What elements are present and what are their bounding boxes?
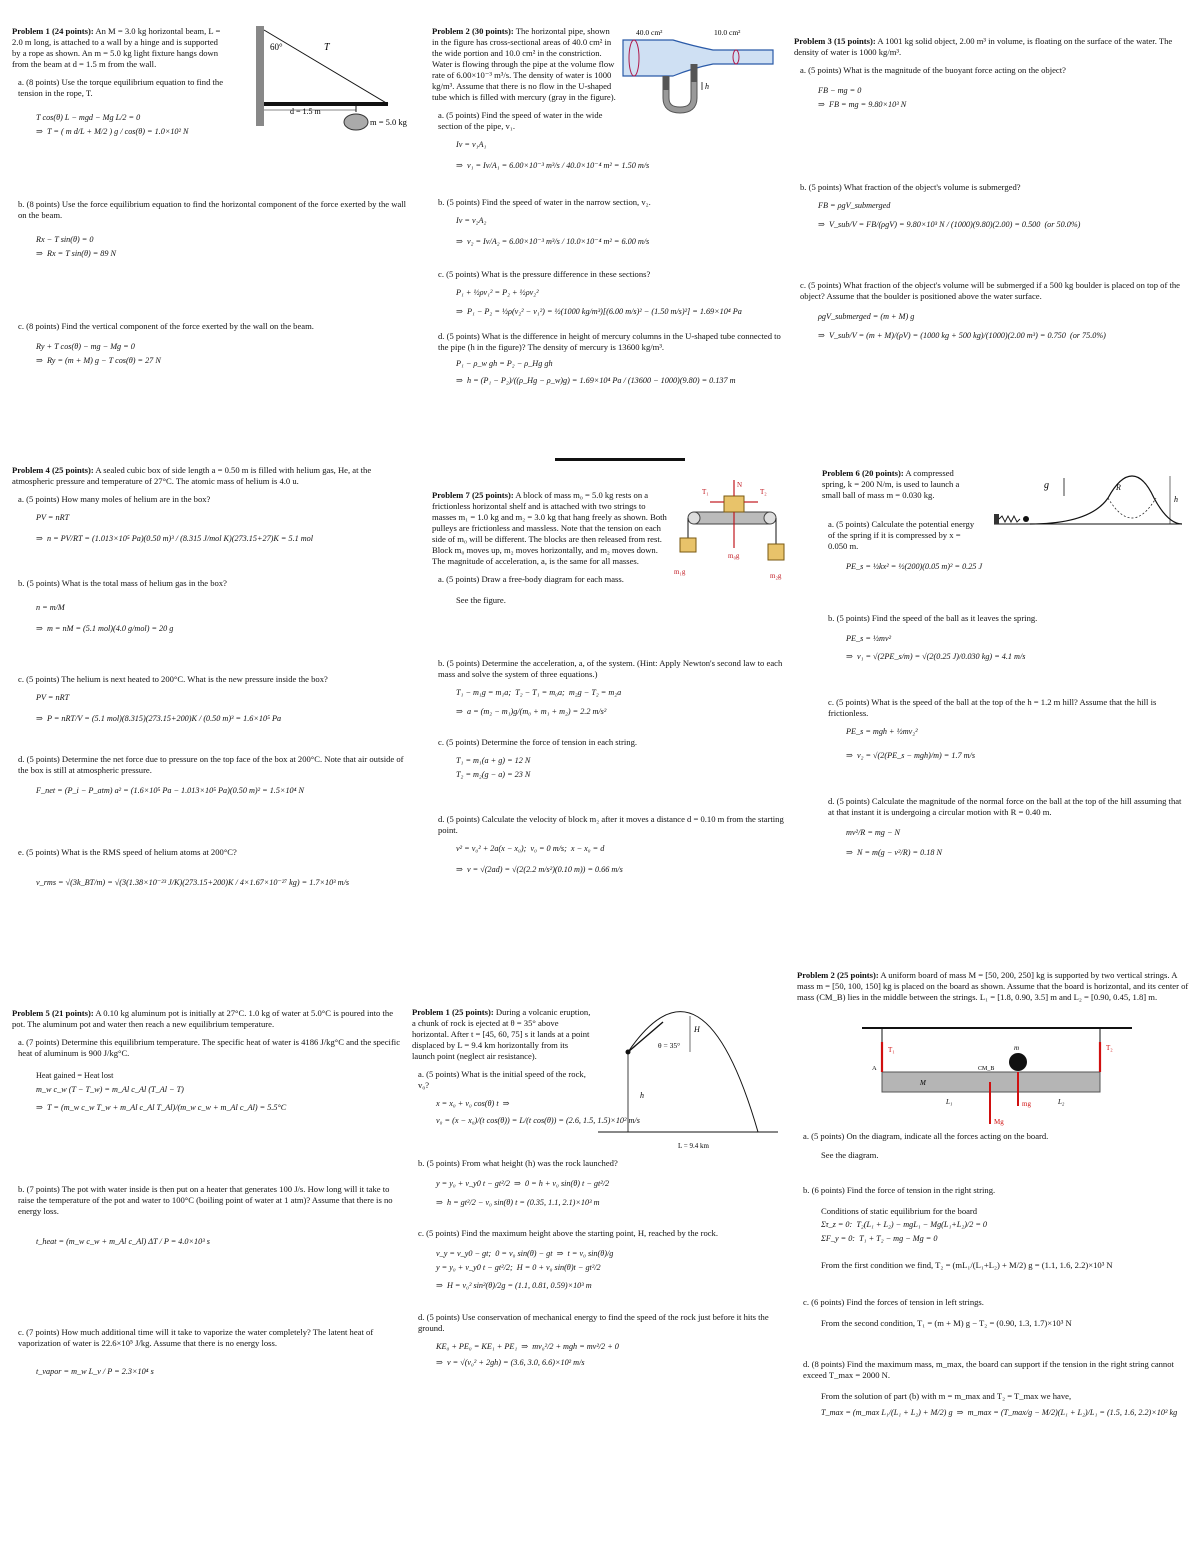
- problem-5-eq-a0: Heat gained = Heat lost: [36, 1071, 114, 1080]
- problem-6-eq-b1: PE_s = ½mv²: [846, 633, 892, 643]
- problem-2-eq-b1: Iv = v₂A₂: [456, 216, 487, 225]
- board-weight-label: Mg: [994, 1118, 1004, 1126]
- tension-right-label: T₂: [1106, 1044, 1113, 1052]
- problem-2-eq-a1: Iv = v₁A₁: [456, 140, 487, 149]
- rope-tension-label: T: [324, 42, 330, 53]
- problem-8-question-a: a. (5 points) What is the initial speed of the rock, v₀?: [418, 1069, 586, 1090]
- problem-9-eq-d1: From the solution of part (b) with m = m_max and T₂ = T_max we have,: [821, 1391, 1072, 1401]
- tension-t2-label: T₂: [760, 488, 767, 496]
- problem-2-eq-c2: ⇒ P₁ − P₂ = ½ρ(v₂² − v₁²) = ½(1000 kg/m³)[(6.00 m/s)² − (1.50 m/s)²] = 1.69×10⁴ Pa: [456, 306, 742, 316]
- problem-9-title: Problem 2 (25 points):: [797, 970, 879, 980]
- problem-9-eq-b3: From the first condition we find, T₂ = (mL₁/(L₁+L₂) + M/2) g = (1.1, 1.6, 2.2)×10³ N: [821, 1260, 1113, 1270]
- problem-8-eq-c1: v_y = v_y0 − gt; 0 = v₀ sin(θ) − gt ⇒ t = v₀ sin(θ)/g: [436, 1249, 614, 1258]
- problem-1-question-b: b. (8 points) Use the force equilibrium equation to find the horizontal component of the force exerted by the wall on the beam.: [18, 199, 407, 220]
- problem-1-eq-c2: ⇒ Ry = (m + M) g − T cos(θ) = 27 N: [36, 355, 161, 365]
- problem-2-figure: [618, 24, 778, 114]
- problem-7-question-d: d. (5 points) Calculate the velocity of block m₂ after it moves a distance d = 0.10 m from the starting point.: [438, 814, 784, 835]
- problem-9-question-d: d. (8 points) Find the maximum mass, m_max, the board can support if the tension in the right string cannot exceed T_max = 2000 N.: [803, 1359, 1174, 1380]
- distance-label: d = 1.5 m: [290, 107, 321, 116]
- problem-8-eq-b1: y = y₀ + v_y0 t − gt²/2 ⇒ 0 = h + v₀ sin(θ) t − gt²/2: [436, 1179, 610, 1188]
- problem-1-eq-b1: Rx − T sin(θ) = 0: [36, 235, 94, 244]
- problem-9-eq-b2: ΣF_y = 0: T₁ + T₂ − mg − Mg = 0: [821, 1233, 938, 1243]
- problem-5-eq-a2: ⇒ T = (m_w c_w T_w + m_Al c_Al T_Al)/(m_w c_w + m_Al c_Al) = 5.5°C: [36, 1103, 287, 1112]
- problem-3-question-a: a. (5 points) What is the magnitude of the buoyant force acting on the object?: [800, 65, 1066, 75]
- problem-5-question-b: b. (7 points) The pot with water inside is then put on a heater that generates 100 J/s. How long will it take to raise the temperature of the pot and water to 100°C (boiling point of water at 1 atm)? Assume that there is no energy loss.: [18, 1183, 393, 1216]
- problem-6-question-d: d. (5 points) Calculate the magnitude of the normal force on the ball at the top of the hill assuming that at that instant it is undergoing a circular motion with R = 0.40 m.: [828, 795, 1182, 817]
- problem-7-figure: [672, 478, 802, 582]
- problem-4-eq-e1: v_rms = √(3k_BT/m) = √(3(1.38×10⁻²³ J/K)(273.15+200)K / 4×1.67×10⁻²⁷ kg) = 1.7×10³ m/s: [36, 877, 350, 887]
- max-height-label: H: [694, 1025, 700, 1034]
- radius-label: R: [1116, 483, 1121, 492]
- problem-2-intro: Problem 2 (30 points): The horizontal pipe, shown in the figure has cross-sectional areas of 40.0 cm² in the wide portion and 10.0 cm² in the constriction. Water is flowing through the pipe at the volume flow rate of 6.00×10⁻³ m³/s. The density of water is 1000 kg/m³. Assume that there is no flow in the U-shaped tube which is filled with mercury (gray in the figure).: [432, 26, 616, 102]
- right-pulley: [764, 512, 776, 524]
- problem-4: [12, 465, 407, 891]
- problem-8-eq-a1: x = x₀ + v₀ cos(θ) t ⇒: [436, 1099, 510, 1108]
- l2-label: L₂: [1058, 1098, 1065, 1106]
- block-m1: [680, 538, 696, 552]
- problem-7-eq-b2: ⇒ a = (m₂ − m₁)g/(m₀ + m₁ + m₂) = 2.2 m/s²: [456, 706, 607, 716]
- problem-8-question-c: c. (5 points) Find the maximum height above the starting point, H, reached by the rock.: [418, 1228, 718, 1238]
- problem-7-question-c: c. (5 points) Determine the force of tension in each string.: [438, 737, 638, 747]
- problem-2-title: Problem 2 (30 points):: [432, 26, 514, 36]
- problem-8-title: Problem 1 (25 points):: [412, 1007, 494, 1017]
- mass-weight-label: mg: [1022, 1100, 1031, 1108]
- gravity-label: g: [1044, 480, 1049, 491]
- problem-3-eq-a2: ⇒ FB = mg = 9.80×10³ N: [818, 99, 907, 109]
- problem-2-eq-b2: ⇒ v₂ = Iv/A₂ = 6.00×10⁻³ m³/s / 10.0×10⁻⁴ m² = 6.00 m/s: [456, 236, 650, 246]
- problem-7-eq-b1: T₁ − m₁g = m₁a; T₂ − T₁ = m₀a; m₂g − T₂ = m₂a: [456, 688, 622, 697]
- problem-1-figure: [228, 24, 428, 134]
- problem-9-question-c: c. (6 points) Find the forces of tension in left strings.: [803, 1297, 984, 1307]
- problem-4-eq-c2: ⇒ P = nRT/V = (5.1 mol)(8.315)(273.15+200)K / (0.50 m)³ = 1.6×10⁵ Pa: [36, 713, 282, 723]
- problem-3-eq-b2: ⇒ V_sub/V = FB/(ρgV) = 9.80×10³ N / (1000)(9.80)(2.00) = 0.500 (or 50.0%): [818, 219, 1081, 229]
- problem-3-eq-a1: FB − mg = 0: [818, 86, 862, 95]
- problem-5-intro: Problem 5 (21 points): A 0.10 kg aluminum pot is initially at 27°C. 1.0 kg of water at 5.0°C is poured into the pot. The aluminum pot and water then reach a new equilibrium temperature.: [12, 1008, 394, 1029]
- problem-9-intro: Problem 2 (25 points): A uniform board of mass M = [50, 200, 250] kg is supported by two vertical strings. A mass m = [50, 100, 150] kg is placed on the board as shown. Assume that the board is horizontal, and its center of mass (CM_B) lies in the middle between the strings. L₁ = [1.8, 0.90, 3.5] m and L₂ = [0.90, 0.45, 1.8] m.: [797, 970, 1189, 1002]
- spring-wall: [994, 514, 999, 524]
- problem-2-question-c: c. (5 points) What is the pressure difference in these sections?: [438, 269, 651, 279]
- problem-9-figure: [862, 1024, 1137, 1136]
- problem-8-eq-b2: ⇒ h = gt²/2 − v₀ sin(θ) t = (0.35, 1.1, 2.1)×10³ m: [436, 1197, 600, 1207]
- normal-force-label: N: [737, 481, 743, 489]
- m0g-label: m₀g: [728, 552, 740, 560]
- ball: [1023, 516, 1029, 522]
- problem-5-eq-c1: t_vapor = m_w L_v / P = 2.3×10⁴ s: [36, 1367, 154, 1376]
- problem-1-eq-a2: ⇒ T = ( m d/L + M/2 ) g / cos(θ) = 1.0×10² N: [36, 126, 189, 136]
- problem-1-question-c: c. (8 points) Find the vertical component of the force exerted by the wall on the beam.: [18, 321, 314, 331]
- problem-1-eq-a1: T cos(θ) L − mgd − Mg L/2 = 0: [36, 113, 141, 122]
- problem-8-question-d: d. (5 points) Use conservation of mechanical energy to find the speed of the rock just before it hits the ground.: [418, 1311, 769, 1333]
- angle-label: 60°: [270, 42, 283, 52]
- problem-3-question-c: c. (5 points) What fraction of the object's volume will be submerged if a 500 kg boulder is placed on top of the object? Assume that the boulder is positioned above the water surface.: [800, 280, 1180, 301]
- problem-4-eq-c1: PV = nRT: [36, 693, 70, 702]
- board-mass-label: M: [920, 1079, 926, 1087]
- problem-1-intro: Problem 1 (24 points): An M = 3.0 kg horizontal beam, L = 2.0 m long, is attached to a wall by a hinge and is supported by a rope as shown. An m = 5.0 kg light fixture hangs down from the beam at d = 1.5 m from the wall.: [12, 26, 221, 69]
- problem-4-eq-a1: PV = nRT: [36, 513, 70, 522]
- problem-6-question-a: a. (5 points) Calculate the potential energy of the spring if it is compressed by x = 0.050 m.: [828, 519, 975, 551]
- narrow-area-label: 10.0 cm²: [714, 28, 741, 37]
- problem-7-question-b: b. (5 points) Determine the acceleration, a, of the system. (Hint: Apply Newton's second law to each mass and solve the system of three equations.): [438, 658, 783, 679]
- mass-m: [1009, 1053, 1027, 1071]
- problem-2-eq-c1: P₁ + ½ρv₁² = P₂ + ½ρv₂²: [456, 288, 539, 297]
- problem-4-eq-a2: ⇒ n = PV/RT = (1.013×10⁵ Pa)(0.50 m)³ / (8.315 J/mol K)(273.15+27)K = 5.1 mol: [36, 533, 314, 543]
- problem-8-intro: Problem 1 (25 points): During a volcanic eruption, a chunk of rock is ejected at θ = 35° above horizontal. After t = [45, 60, 75] s it lands at a point displaced by L = 9.4 km horizontally from its launch point (neglect air resistance).: [412, 1007, 591, 1061]
- m1g-label: m₁g: [674, 568, 686, 576]
- center-of-mass-label: CM_B: [978, 1066, 995, 1072]
- problem-6-eq-d1: mv²/R = mg − N: [846, 827, 900, 837]
- problem-7-question-a: a. (5 points) Draw a free-body diagram for each mass.: [438, 574, 624, 584]
- problem-1-eq-c1: Ry + T cos(θ) − mg − Mg = 0: [36, 342, 135, 351]
- problem-7-eq-d1: v² = v₀² + 2a(x − x₀); v₀ = 0 m/s; x − x₀ = d: [456, 844, 605, 853]
- problem-9-eq-b1: Στ_z = 0: T₂(L₁ + L₂) − mgL₁ − Mg(L₁+L₂)/2 = 0: [821, 1220, 988, 1229]
- problem-8-eq-d2: ⇒ v = √(v₀² + 2gh) = (3.6, 3.0, 6.6)×10² m/s: [436, 1358, 585, 1367]
- problem-6-eq-d2: ⇒ N = m(g − v²/R) = 0.18 N: [846, 848, 942, 857]
- problem-8-eq-c2: y = y₀ + v_y0 t − gt²/2; H = 0 + v₀ sin(θ)t − gt²/2: [436, 1262, 601, 1272]
- problem-4-question-e: e. (5 points) What is the RMS speed of helium atoms at 200°C?: [18, 846, 237, 857]
- problem-4-question-a: a. (5 points) How many moles of helium are in the box?: [18, 494, 211, 504]
- point-a-label: A: [872, 1065, 877, 1072]
- problem-1-eq-b2: ⇒ Rx = T sin(θ) = 89 N: [36, 248, 117, 258]
- problem-2-eq-a2: ⇒ v₁ = Iv/A₁ = 6.00×10⁻³ m³/s / 40.0×10⁻⁴ m² = 1.50 m/s: [456, 160, 650, 170]
- shelf: [694, 512, 770, 524]
- problem-2-eq-d1: P₁ − ρ_w gh = P₂ − ρ_Hg gh: [456, 359, 553, 368]
- problem-5-eq-b1: t_heat = (m_w c_w + m_Al c_Al) ΔT / P = 4.0×10³ s: [36, 1236, 210, 1246]
- problem-3-eq-b1: FB = ρgV_submerged: [818, 201, 891, 210]
- problem-3: [794, 36, 1186, 344]
- light-fixture: [344, 114, 368, 130]
- problem-4-question-b: b. (5 points) What is the total mass of helium gas in the box?: [18, 578, 227, 588]
- problem-9-eq-b0: Conditions of static equilibrium for the board: [821, 1206, 978, 1216]
- mass-m-label: m: [1014, 1044, 1020, 1052]
- problem-6-eq-c1: PE_s = mgh + ½mv₂²: [846, 726, 918, 736]
- problem-6-question-b: b. (5 points) Find the speed of the ball as it leaves the spring.: [828, 612, 1038, 623]
- problem-6-eq-c2: ⇒ v₂ = √(2(PE_s − mgh)/m) = 1.7 m/s: [846, 751, 976, 760]
- problem-4-intro: Problem 4 (25 points): A sealed cubic box of side length a = 0.50 m is filled with helium gas, He, at the atmospheric pressure and temperature of 27°C. The atomic mass of helium is 4.0 u.: [12, 465, 372, 486]
- launch-height-label: h: [640, 1091, 644, 1100]
- problem-6-figure: [990, 468, 1185, 530]
- problem-3-question-b: b. (5 points) What fraction of the object's volume is submerged?: [800, 182, 1021, 192]
- problem-2-question-d: d. (5 points) What is the difference in height of mercury columns in the U-shaped tube connected to the pipe (h in the figure)? The density of mercury is 13600 kg/m³.: [438, 331, 781, 352]
- problem-1-title: Problem 1 (24 points):: [12, 26, 94, 36]
- wide-area-label: 40.0 cm²: [636, 28, 663, 37]
- launch-angle-label: θ = 35°: [658, 1041, 681, 1050]
- problem-8-question-b: b. (5 points) From what height (h) was the rock launched?: [418, 1158, 618, 1168]
- problem-6-eq-a1: PE_s = ½kx² = ½(200)(0.05 m)² = 0.25 J: [846, 562, 983, 571]
- problem-7-title: Problem 7 (25 points):: [432, 490, 514, 500]
- hill-height-label: h: [1174, 495, 1178, 504]
- problem-5-question-a: a. (7 points) Determine this equilibrium temperature. The specific heat of water is 4186 J/kg°C and the specific heat of aluminum is 900 J/kg°C.: [18, 1037, 401, 1058]
- divider-line: [555, 458, 685, 461]
- problem-3-eq-c2: ⇒ V_sub/V = (m + M)/(ρV) = (1000 kg + 500 kg)/(1000)(2.00 m³) = 0.750 (or 75.0%): [818, 330, 1106, 340]
- problem-9-eq-c1: From the second condition, T₁ = (m + M) g − T₂ = (0.90, 1.3, 1.7)×10³ N: [821, 1318, 1072, 1328]
- problem-6-eq-b2: ⇒ v₁ = √(2PE_s/m) = √(2(0.25 J)/0.030 kg) = 4.1 m/s: [846, 652, 1026, 661]
- problem-6-title: Problem 6 (20 points):: [822, 468, 904, 478]
- problem-2-eq-d2: ⇒ h = (P₁ − P₂)/((ρ_Hg − ρ_w)g) = 1.69×10⁴ Pa / (13600 − 1000)(9.80) = 0.137 m: [456, 375, 736, 385]
- horizontal-distance-label: L = 9.4 km: [678, 1142, 709, 1150]
- problem-9-answer-a: See the diagram.: [821, 1150, 879, 1160]
- rock-trajectory: [628, 1012, 758, 1132]
- problem-3-intro: Problem 3 (15 points): A 1001 kg solid object, 2.00 m³ in volume, is floating on the surface of the water. The density of water is 1000 kg/m³.: [794, 36, 1173, 57]
- problem-6-question-c: c. (5 points) What is the speed of the ball at the top of the h = 1.2 m hill? Assume that the hill is frictionless.: [828, 696, 1157, 718]
- m2g-label: m₂g: [770, 572, 782, 580]
- problem-7-intro: Problem 7 (25 points): A block of mass m₀ = 5.0 kg rests on a frictionless horizontal shelf and is attached with two strings to masses m₁ = 1.0 kg and m₂ = 3.0 kg that hang freely as shown. Both pulleys are frictionless and massless. Note that the tension on each side of m₀ will be different. The blocks are then released from rest. Block m₀ moves up, m₂ moves horizontally, and m₂ moves down. The magnitude of acceleration, a, is the same for all masses.: [432, 490, 667, 566]
- problem-7-eq-c1: T₁ = m₁(a + g) = 12 N: [456, 756, 531, 765]
- problem-3-title: Problem 3 (15 points):: [794, 36, 876, 46]
- pipe: [623, 40, 773, 76]
- problem-4-question-c: c. (5 points) The helium is next heated to 200°C. What is the new pressure inside the box?: [18, 674, 328, 684]
- problem-4-eq-b2: ⇒ m = nM = (5.1 mol)(4.0 g/mol) = 20 g: [36, 623, 174, 633]
- problem-4-eq-d1: F_net = (P_i − P_atm) a² = (1.6×10⁵ Pa − 1.013×10⁵ Pa)(0.50 m)² = 1.5×10⁴ N: [36, 786, 304, 795]
- problem-7-eq-d2: ⇒ v = √(2ad) = √(2(2.2 m/s²)(0.10 m)) = 0.66 m/s: [456, 864, 623, 874]
- spring: [999, 516, 1020, 522]
- problem-7-eq-c2: T₂ = m₂(g − a) = 23 N: [456, 769, 531, 779]
- problem-9-question-a: a. (5 points) On the diagram, indicate all the forces acting on the board.: [803, 1131, 1049, 1141]
- problem-8-figure: [598, 1002, 783, 1162]
- block-m0: [724, 496, 744, 512]
- problem-8-eq-d1: KE₀ + PE₀ = KE₁ + PE₁ ⇒ mv₀²/2 + mgh = mv²/2 + 0: [436, 1341, 619, 1351]
- problem-4-title: Problem 4 (25 points):: [12, 465, 94, 475]
- problem-5-eq-a1: m_w c_w (T − T_w) = m_Al c_Al (T_Al − T): [36, 1084, 184, 1094]
- problem-2-question-a: a. (5 points) Find the speed of water in the wide section of the pipe, v₁.: [438, 110, 603, 131]
- problem-5-title: Problem 5 (21 points):: [12, 1008, 94, 1018]
- problem-7-answer-a: See the figure.: [456, 595, 506, 605]
- left-pulley: [688, 512, 700, 524]
- problem-2-question-b: b. (5 points) Find the speed of water in the narrow section, v₂.: [438, 197, 651, 207]
- problem-8-eq-c3: ⇒ H = v₀² sin²(θ)/2g = (1.1, 0.81, 0.59)×10³ m: [436, 1281, 592, 1290]
- problem-5: [12, 1008, 407, 1381]
- problem-9-question-b: b. (6 points) Find the force of tension in the right string.: [803, 1185, 996, 1195]
- block-m2: [768, 544, 784, 560]
- problem-4-question-d: d. (5 points) Determine the net force due to pressure on the top face of the box at 200°C. Note that air outside of the box is still at atmospheric pressure.: [18, 754, 404, 775]
- problem-3-eq-c1: ρgV_submerged = (m + M) g: [818, 312, 915, 321]
- height-label: h: [705, 82, 709, 91]
- problem-8-eq-a2: v₀ = (x − x₀)/(t cos(θ)) = L/(t cos(θ)) = (2.6, 1.5, 1.5)×10² m/s: [436, 1115, 640, 1125]
- wall: [256, 26, 264, 126]
- problem-9-eq-d2: T_max = (m_max L₁/(L₁ + L₂) + M/2) g ⇒ m_max = (T_max/g − M/2)(L₁ + L₂)/L₁ = (1.5, 1.6, 2.2)×10² kg: [821, 1408, 1178, 1417]
- tension-t1-label: T₁: [702, 488, 709, 496]
- l1-label: L₁: [946, 1098, 953, 1106]
- problem-1-question-a: a. (8 points) Use the torque equilibrium equation to find the tension in the rope, T.: [18, 77, 224, 98]
- problem-5-question-c: c. (7 points) How much additional time will it take to vaporize the water completely? The latent heat of vaporization of water is 22.6×10⁵ J/kg. Assume that there is no energy loss.: [18, 1327, 374, 1348]
- problem-4-eq-b1: n = m/M: [36, 603, 65, 612]
- fixture-mass-label: m = 5.0 kg: [370, 117, 407, 127]
- problem-6-intro: Problem 6 (20 points): A compressed spring, k = 200 N/m, is used to launch a small ball of mass m = 0.030 kg.: [822, 468, 960, 500]
- tension-left-label: T₁: [888, 1046, 895, 1054]
- hill: [1030, 476, 1182, 524]
